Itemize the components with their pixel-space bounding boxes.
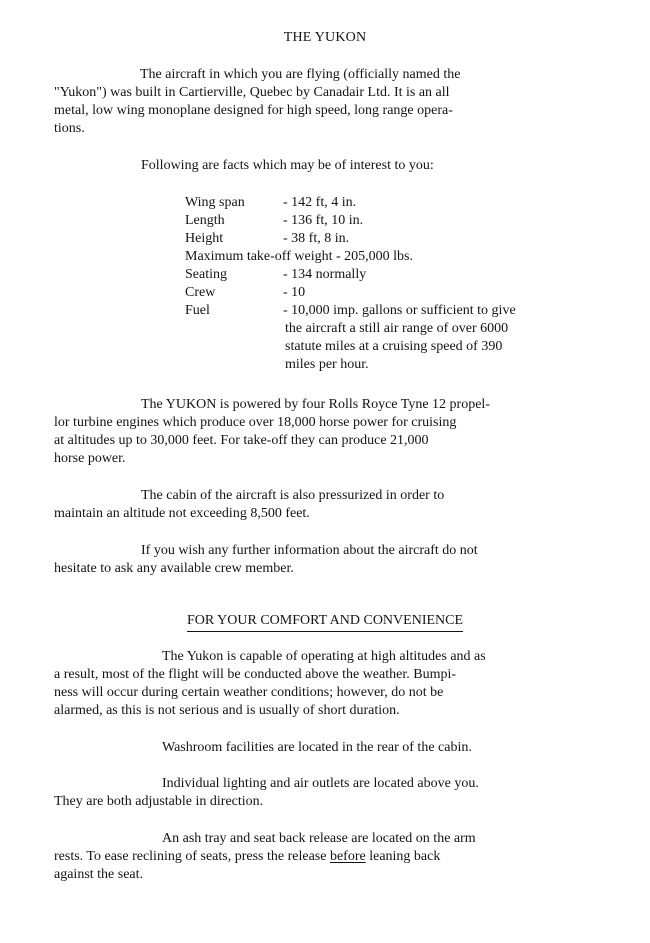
comfort-heading-text: FOR YOUR COMFORT AND CONVENIENCE: [187, 613, 463, 632]
spec-label: Wing span: [185, 195, 245, 210]
washroom-paragraph: Washroom facilities are located in the rear of the cabin.: [162, 740, 472, 755]
paragraph-line: maintain an altitude not exceeding 8,500 feet.: [54, 506, 310, 521]
paragraph-line: The YUKON is powered by four Rolls Royce Tyne 12 propel-: [141, 397, 490, 412]
emphasis-text: before: [329, 849, 366, 864]
paragraph-line: If you wish any further information about the aircraft do not: [141, 543, 478, 558]
spec-value: - 142 ft, 4 in.: [283, 195, 357, 210]
paragraph-line: An ash tray and seat back release are located on the arm: [162, 831, 476, 846]
paragraph-line: horse power.: [54, 451, 126, 466]
paragraph-line: Individual lighting and air outlets are located above you.: [162, 776, 479, 791]
spec-continuation: miles per hour.: [285, 357, 369, 372]
paragraph-line: [54, 849, 440, 865]
paragraph-line: alarmed, as this is not serious and is usually of short duration.: [54, 703, 400, 718]
spec-value: - 10: [283, 285, 306, 300]
paragraph-line: hesitate to ask any available crew member.: [54, 561, 294, 576]
paragraph-line: The cabin of the aircraft is also pressurized in order to: [141, 488, 445, 503]
paragraph-line: ness will occur during certain weather conditions; however, do not be: [54, 685, 444, 700]
spec-value: - 38 ft, 8 in.: [283, 231, 350, 246]
spec-label: Length: [185, 213, 225, 228]
paragraph-line: at altitudes up to 30,000 feet. For take-off they can produce 21,000: [54, 433, 429, 448]
facts-intro: Following are facts which may be of interest to you:: [141, 158, 434, 173]
page-title: THE YUKON: [283, 30, 367, 45]
paragraph-line: metal, low wing monoplane designed for high speed, long range opera-: [54, 103, 453, 118]
paragraph-line: They are both adjustable in direction.: [54, 794, 264, 809]
spec-value: - 10,000 imp. gallons or sufficient to give: [283, 303, 516, 318]
paragraph-line: against the seat.: [54, 867, 144, 882]
comfort-heading: [0, 613, 650, 632]
spec-value: - 134 normally: [283, 267, 367, 282]
paragraph-line: "Yukon") was built in Cartierville, Quebec by Canadair Ltd. It is an all: [54, 85, 450, 100]
spec-value: - 136 ft, 10 in.: [283, 213, 364, 228]
line-text: leaning back: [365, 849, 441, 864]
spec-label: Height: [185, 231, 224, 246]
line-text: rests. To ease reclining of seats, press the release: [54, 849, 330, 864]
spec-continuation: the aircraft a still air range of over 6000: [285, 321, 509, 336]
paragraph-line: The Yukon is capable of operating at high altitudes and as: [162, 649, 486, 664]
paragraph-line: The aircraft in which you are flying (officially named the: [140, 67, 461, 82]
spec-label: Crew: [185, 285, 216, 300]
paragraph-line: a result, most of the flight will be conducted above the weather. Bumpi-: [54, 667, 457, 682]
spec-label: Fuel: [185, 303, 210, 318]
spec-continuation: statute miles at a cruising speed of 390: [285, 339, 503, 354]
paragraph-line: tions.: [54, 121, 85, 136]
paragraph-line: lor turbine engines which produce over 18,000 horse power for cruising: [54, 415, 457, 430]
spec-full-line: Maximum take-off weight - 205,000 lbs.: [185, 249, 413, 264]
spec-label: Seating: [185, 267, 227, 282]
